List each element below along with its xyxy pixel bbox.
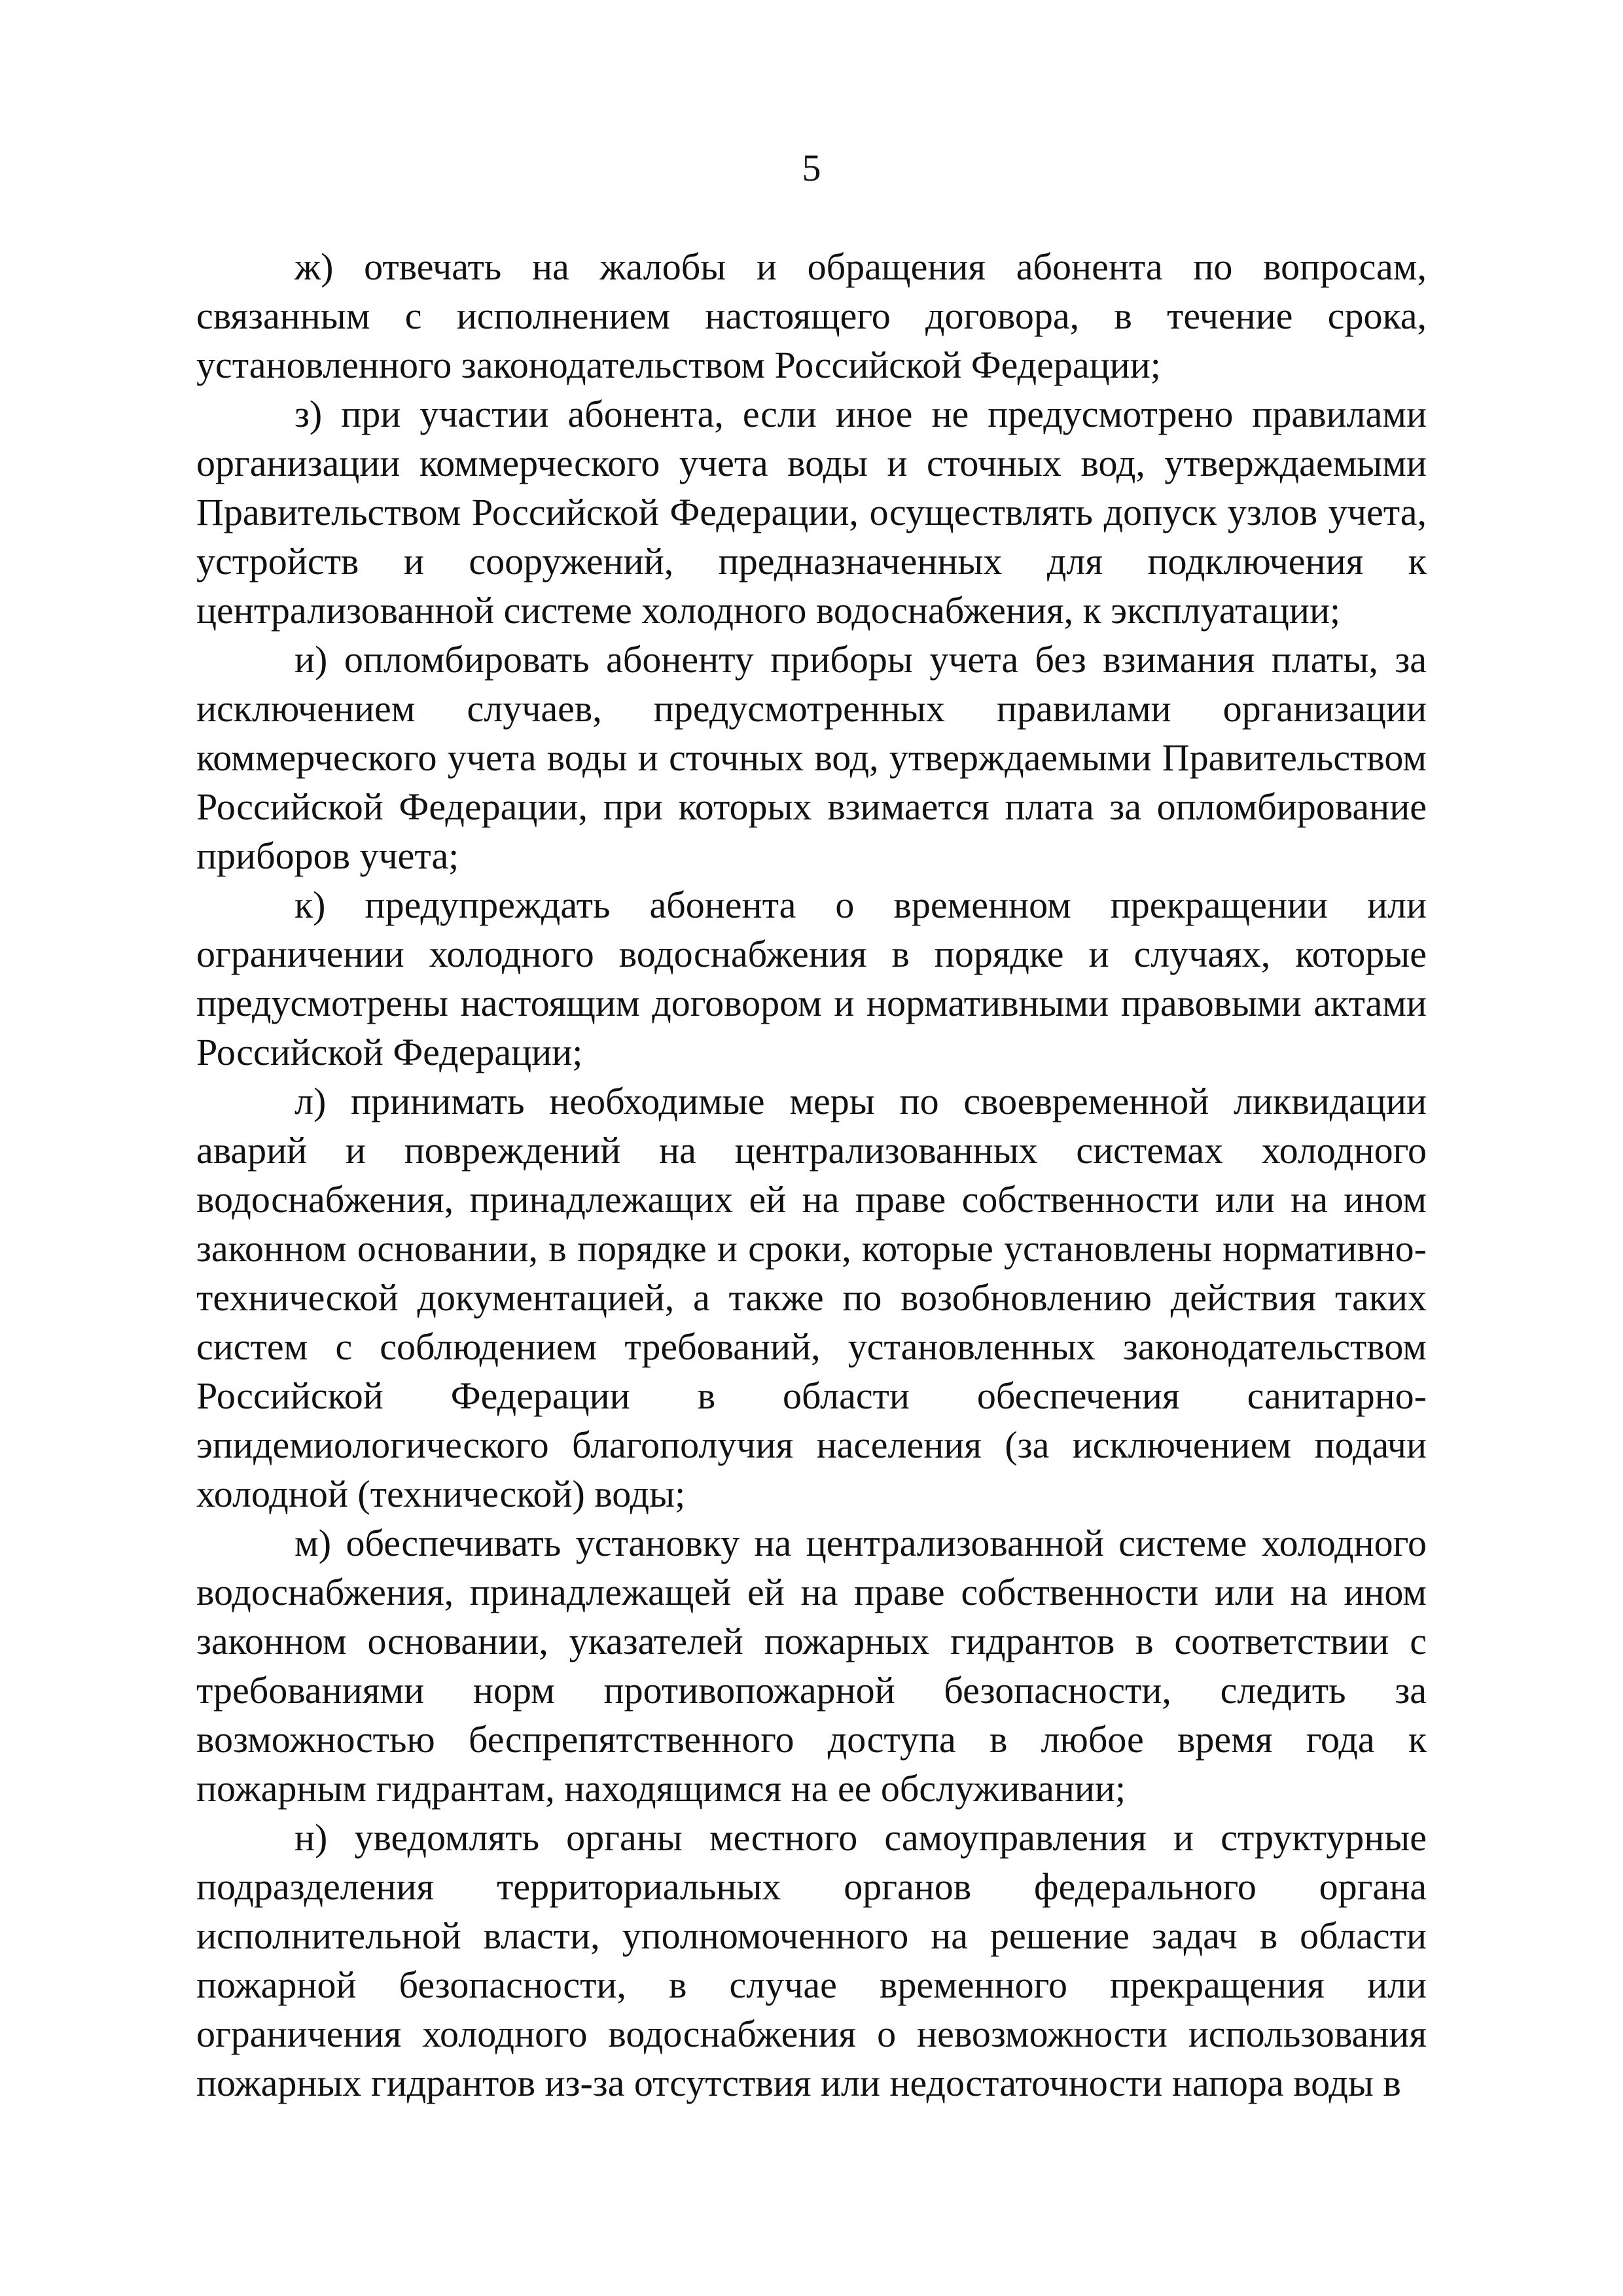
paragraph-z: з) при участии абонента, если иное не предусмотрено правилами организации коммерческого учета воды и сточных вод, утверждаемыми Правительством Российской Федерации, осуществлять допуск узлов учета, устройств и сооружений, предназначенных для подключения к централизованной системе холодного водоснабжения, к эксплуатации; <box>196 393 1427 632</box>
paragraph-n: н) уведомлять органы местного самоуправления и структурные подразделения территориальных органов федерального органа исполнительной власти, уполномоченного на решение задач в области пожарной безопасности, в случае временного прекращения или ограничения холодного водоснабжения о невозможности использования пожарных гидрантов из-за отсутствия или недостаточности напора воды в <box>196 1816 1427 2104</box>
paragraph-i: и) опломбировать абоненту приборы учета без взимания платы, за исключением случаев, предусмотренных правилами организации коммерческого учета воды и сточных вод, утверждаемыми Правительством Российской Федерации, при которых взимается плата за опломбирование приборов учета; <box>196 638 1427 877</box>
paragraph-k: к) предупреждать абонента о временном прекращении или ограничении холодного водоснабжения в порядке и случаях, которые предусмотрены настоящим договором и нормативными правовыми актами Российской Федерации; <box>196 884 1427 1073</box>
paragraph-zh: ж) отвечать на жалобы и обращения абонента по вопросам, связанным с исполнением настоящего договора, в течение срока, установленного законодательством Российской Федерации; <box>196 245 1427 386</box>
page-number: 5 <box>802 147 821 189</box>
paragraph-m: м) обеспечивать установку на централизованной системе холодного водоснабжения, принадлежащей ей на праве собственности или на ином законном основании, указателей пожарных гидрантов в соответствии с требованиями норм противопожарной безопасности, следить за возможностью беспрепятственного доступа в любое время года к пожарным гидрантам, находящимся на ее обслуживании; <box>196 1522 1427 1810</box>
paragraph-l: л) принимать необходимые меры по своевременной ликвидации аварий и повреждений на централизованных системах холодного водоснабжения, принадлежащих ей на праве собственности или на ином законном основании, в порядке и сроки, которые установлены нормативно-технической документацией, а также по возобновлению действия таких систем с соблюдением требований, установленных законодательством Российской Федерации в области обеспечения санитарно-эпидемиологического благополучия населения (за исключением подачи холодной (технической) воды; <box>196 1080 1427 1515</box>
document-body <box>196 242 1427 2108</box>
